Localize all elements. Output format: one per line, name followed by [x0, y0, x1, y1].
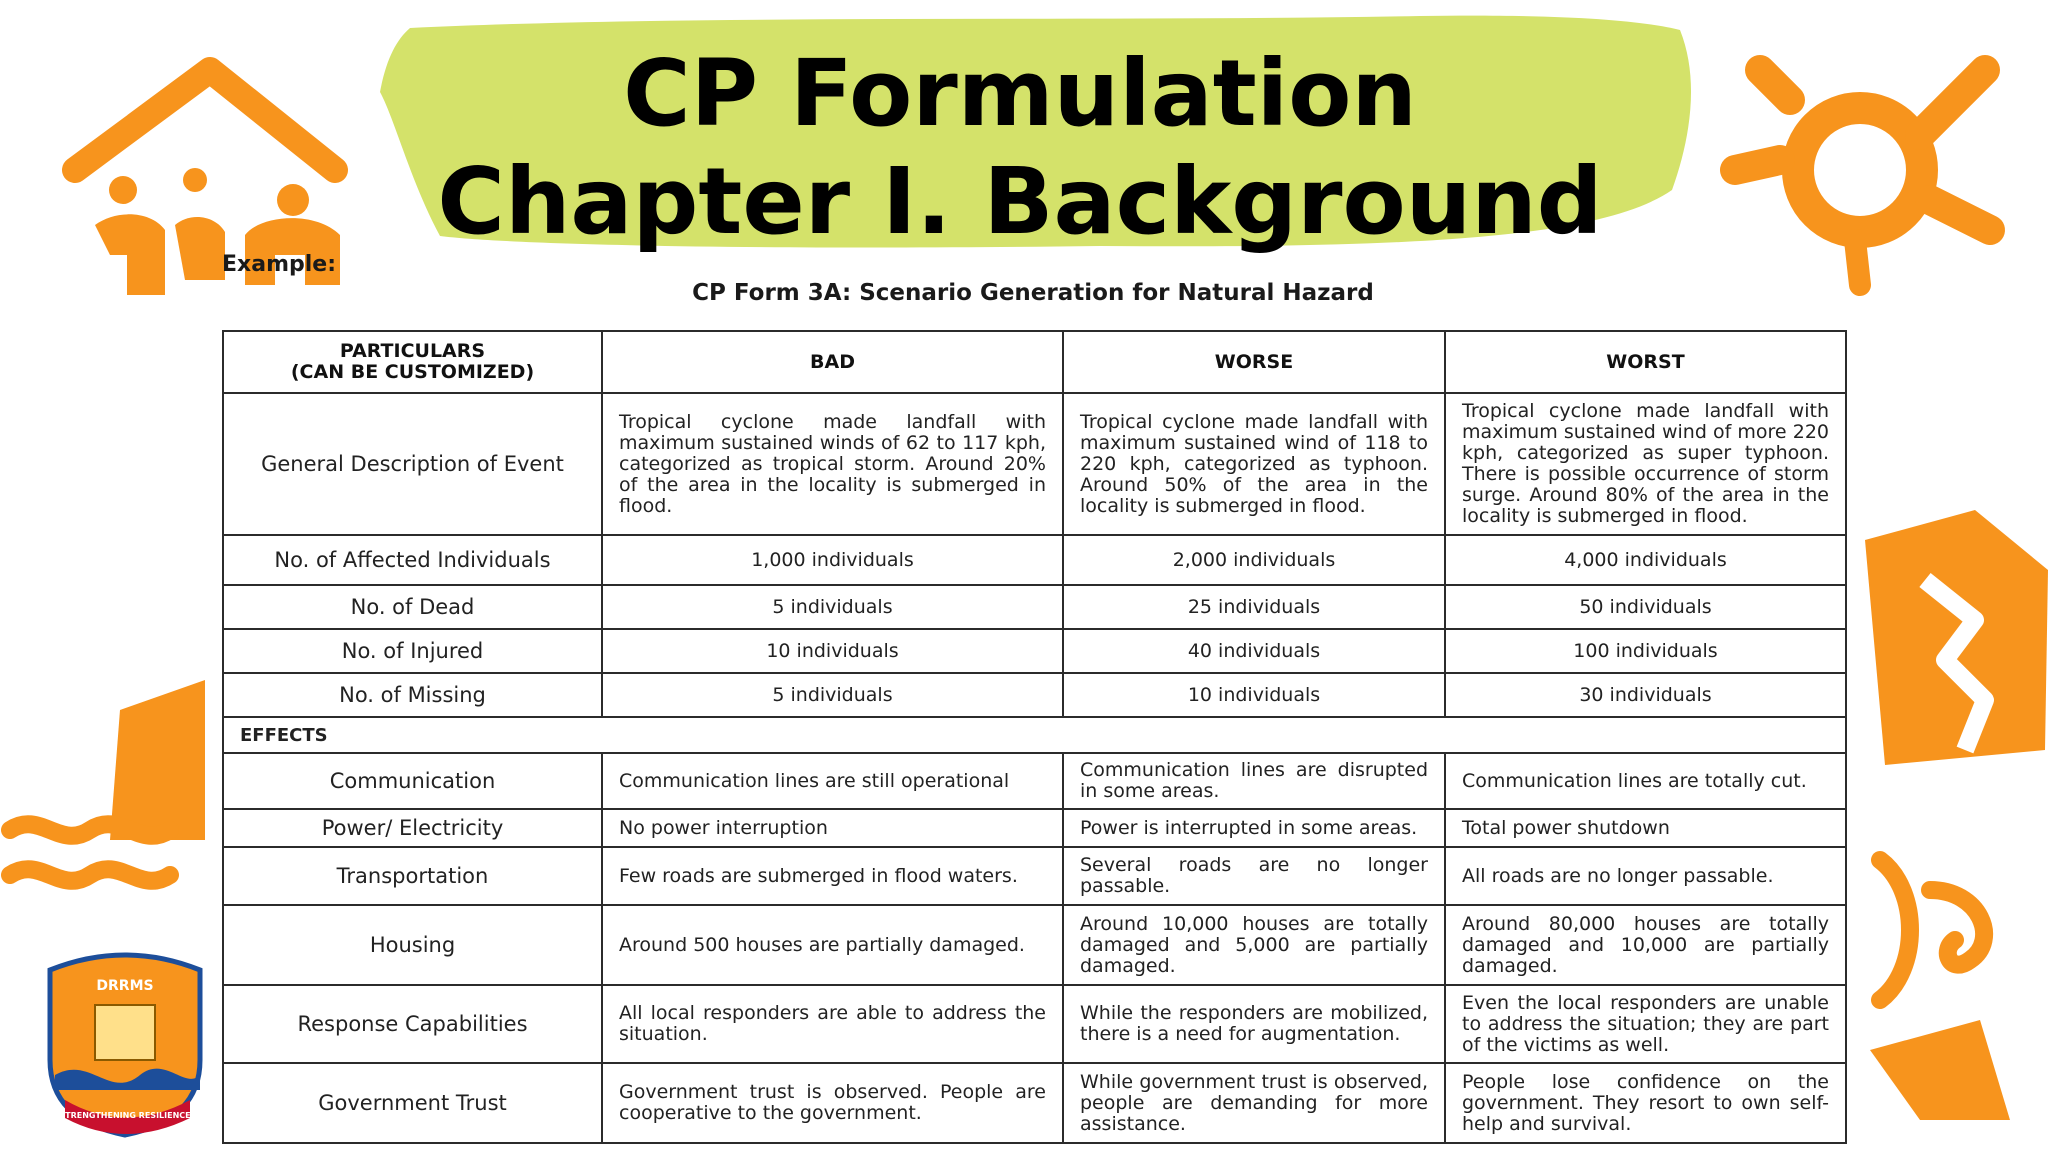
cell-bad: No power interruption	[602, 809, 1063, 847]
table-row	[223, 985, 1846, 1063]
row-label: No. of Dead	[223, 585, 602, 629]
header-worst: WORST	[1445, 331, 1846, 393]
row-label: Transportation	[223, 847, 602, 905]
example-label: Example:	[222, 252, 336, 277]
cell-worse: 40 individuals	[1063, 629, 1445, 673]
cell-worse: Tropical cyclone made landfall with maximum sustained wind of 118 to 220 kph, categorized as typhoon. Around 50% of the area in the locality is submerged in flood.	[1063, 393, 1445, 535]
cell-bad: Communication lines are still operational	[602, 753, 1063, 809]
cell-worse: Power is interrupted in some areas.	[1063, 809, 1445, 847]
cell-worse: While the responders are mobilized, there is a need for augmentation.	[1063, 985, 1445, 1063]
header-particulars-line2: (CAN BE CUSTOMIZED)	[290, 361, 535, 383]
row-label: Housing	[223, 905, 602, 985]
cell-worse: 2,000 individuals	[1063, 535, 1445, 585]
cell-worst: People lose confidence on the government. They resort to own self-help and survival.	[1445, 1063, 1846, 1143]
svg-text:STRENGTHENING RESILIENCE: STRENGTHENING RESILIENCE	[59, 1111, 191, 1120]
table-row	[223, 753, 1846, 809]
cell-bad: Government trust is observed. People are cooperative to the government.	[602, 1063, 1063, 1143]
title-line-2: Chapter I. Background	[437, 148, 1603, 255]
header-particulars	[223, 331, 602, 393]
row-label: Response Capabilities	[223, 985, 602, 1063]
row-label: General Description of Event	[223, 393, 602, 535]
cell-worst: All roads are no longer passable.	[1445, 847, 1846, 905]
effects-label: EFFECTS	[223, 717, 1846, 753]
wind-gust-icon	[1860, 850, 2048, 1130]
title-line-1: CP Formulation	[623, 40, 1417, 147]
svg-text:DRRMS: DRRMS	[96, 978, 154, 994]
cell-worst: 50 individuals	[1445, 585, 1846, 629]
table-row	[223, 1063, 1846, 1143]
cell-worst: Even the local responders are unable to address the situation; they are part of the victims as well.	[1445, 985, 1846, 1063]
cell-bad: 1,000 individuals	[602, 535, 1063, 585]
table-row	[223, 535, 1846, 585]
cell-worst: Around 80,000 houses are totally damaged and 10,000 are partially damaged.	[1445, 905, 1846, 985]
cell-worst: Total power shutdown	[1445, 809, 1846, 847]
cell-bad: All local responders are able to address the situation.	[602, 985, 1063, 1063]
header-bad: BAD	[602, 331, 1063, 393]
table-row	[223, 393, 1846, 535]
cell-bad: Few roads are submerged in flood waters.	[602, 847, 1063, 905]
cell-bad: 10 individuals	[602, 629, 1063, 673]
table-row	[223, 585, 1846, 629]
cell-worse: Several roads are no longer passable.	[1063, 847, 1445, 905]
effects-section-row	[223, 717, 1846, 753]
table-row	[223, 629, 1846, 673]
cell-worse: Communication lines are disrupted in some areas.	[1063, 753, 1445, 809]
cell-worse: 10 individuals	[1063, 673, 1445, 717]
cell-bad: Tropical cyclone made landfall with maximum sustained winds of 62 to 117 kph, categorized as tropical storm. Around 20% of the area in the locality is submerged in flood.	[602, 393, 1063, 535]
row-label: No. of Injured	[223, 629, 602, 673]
earthquake-crack-icon	[1855, 510, 2048, 770]
header-worse: WORSE	[1063, 331, 1445, 393]
drrms-logo	[40, 950, 210, 1140]
scenario-table	[222, 330, 1847, 1144]
row-label: No. of Missing	[223, 673, 602, 717]
table-row	[223, 847, 1846, 905]
flood-waves-icon	[0, 680, 210, 920]
cell-worst: Communication lines are totally cut.	[1445, 753, 1846, 809]
cell-worse: Around 10,000 houses are totally damaged and 5,000 are partially damaged.	[1063, 905, 1445, 985]
table-row	[223, 905, 1846, 985]
row-label: No. of Affected Individuals	[223, 535, 602, 585]
table-row	[223, 809, 1846, 847]
table-header-row	[223, 331, 1846, 393]
table-row	[223, 673, 1846, 717]
row-label: Government Trust	[223, 1063, 602, 1143]
cell-worst: Tropical cyclone made landfall with maximum sustained wind of more 220 kph, categorized as super typhoon. There is possible occurrence of storm surge. Around 80% of the area in the locality is submerged in flood.	[1445, 393, 1846, 535]
cell-worst: 100 individuals	[1445, 629, 1846, 673]
cell-worse: 25 individuals	[1063, 585, 1445, 629]
cell-worst: 30 individuals	[1445, 673, 1846, 717]
cell-bad: 5 individuals	[602, 585, 1063, 629]
cell-bad: 5 individuals	[602, 673, 1063, 717]
cell-bad: Around 500 houses are partially damaged.	[602, 905, 1063, 985]
hazard-swirl-icon	[1720, 40, 2020, 300]
slide-title	[420, 40, 1620, 256]
row-label: Communication	[223, 753, 602, 809]
form-title: CP Form 3A: Scenario Generation for Natural Hazard	[692, 280, 1374, 306]
header-particulars-line1: PARTICULARS	[339, 340, 486, 362]
cell-worst: 4,000 individuals	[1445, 535, 1846, 585]
cell-worse: While government trust is observed, people are demanding for more assistance.	[1063, 1063, 1445, 1143]
row-label: Power/ Electricity	[223, 809, 602, 847]
